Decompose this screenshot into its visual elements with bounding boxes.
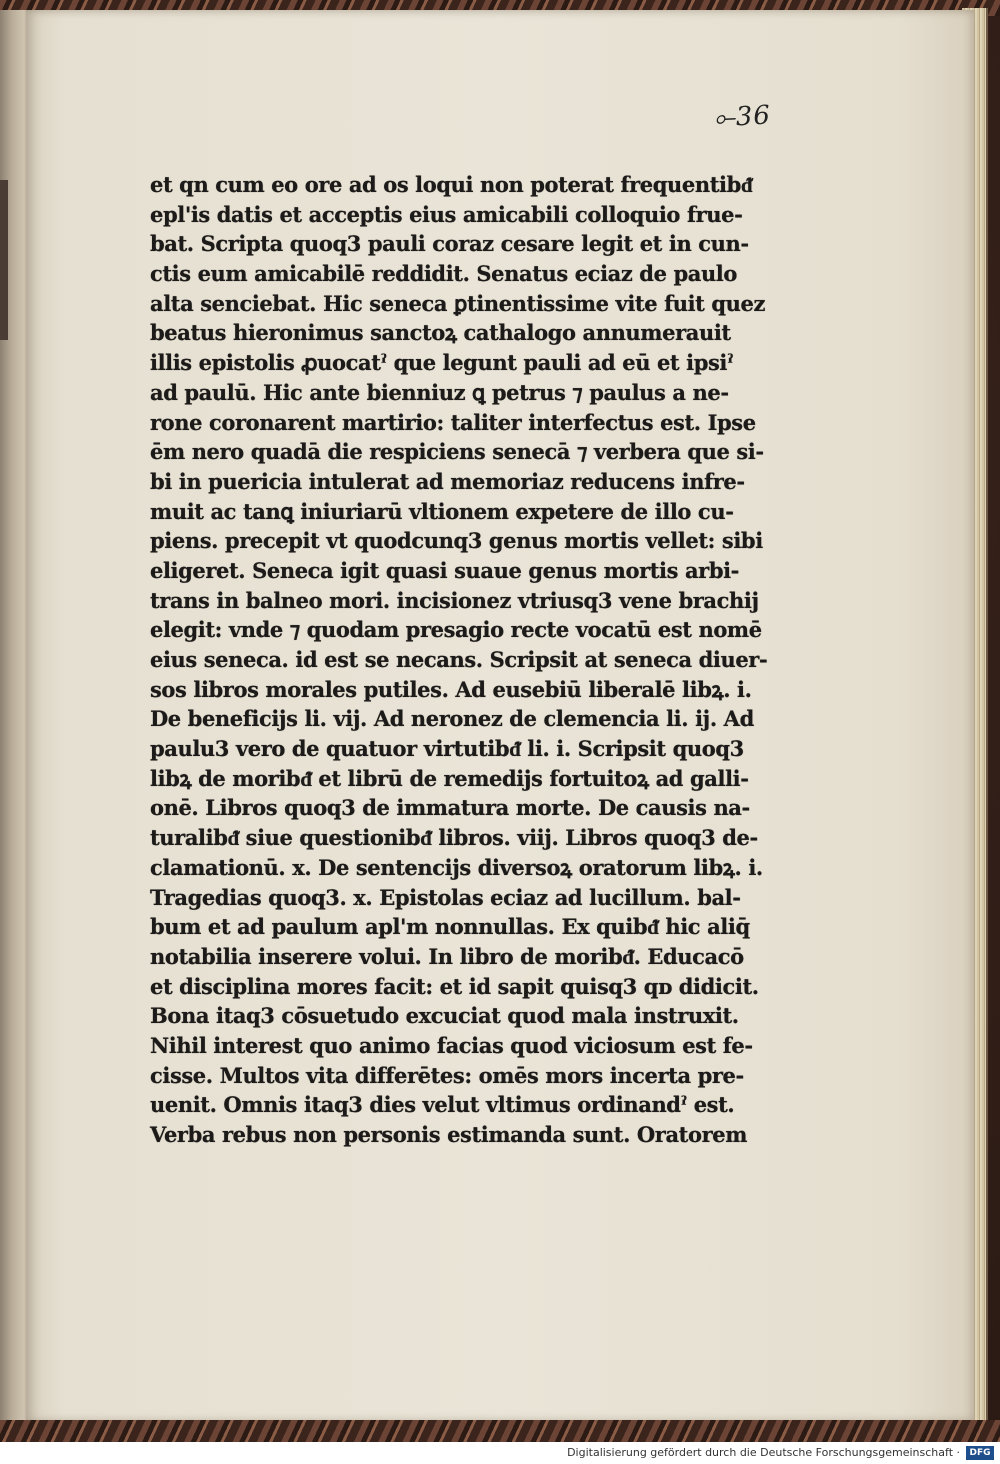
text-line: epl'is datis et acceptis eius amicabili colloquio frue- — [150, 201, 743, 227]
footer-bar — [0, 1442, 1000, 1464]
text-line: onē. Libros quoq3 de immatura morte. De causis na- — [150, 795, 750, 821]
text-line: sos libros morales putiles. Ad eusebiū liberalē libꝝ. i. — [150, 676, 752, 702]
book-board-bottom — [0, 1420, 1000, 1442]
text-line: alta senciebat. Hic seneca ꝑtinentissime vite fuit quez — [150, 290, 766, 316]
text-line: Tragedias quoq3. x. Epistolas eciaz ad lucillum. bal- — [150, 884, 741, 910]
text-line: beatus hieronimus sanctoꝝ cathalogo annumerauit — [150, 320, 731, 346]
text-line: Bona itaq3 cōsuetudo excuciat quod mala instruxit. — [150, 1003, 739, 1029]
text-line: bi in puericia intulerat ad memoriaz reducens infre- — [150, 468, 745, 494]
text-line: notabilia inserere volui. In libro de moribᵭ. Educacō — [150, 943, 744, 969]
text-line: et qn cum eo ore ad os loqui non poterat frequentibᵭ — [150, 172, 753, 197]
text-line: turalibᵭ siue questionibᵭ libros. viij. Libros quoq3 de- — [150, 825, 758, 851]
text-line: uenit. Omnis itaq3 dies velut vltimus ordinandˀ est. — [150, 1092, 735, 1118]
text-line: bat. Scripta quoq3 pauli coraz cesare legit et in cun- — [150, 231, 749, 257]
dfg-logo: DFG — [966, 1446, 994, 1460]
text-line: paulu3 vero de quatuor virtutibᵭ li. i. Scripsit quoq3 — [150, 736, 744, 762]
text-block — [150, 170, 768, 1150]
text-line: ad paulū. Hic ante bienniuz ꝗ petrus ⁊ paulus a ne- — [150, 379, 729, 405]
folio-mark-icon: ⟜ — [713, 102, 737, 134]
text-line: libꝝ de moribᵭ et librū de remedijs fortuitoꝝ ad galli- — [150, 765, 749, 791]
left-board-strip — [0, 180, 8, 340]
text-line: eligeret. Seneca igit quasi suaue genus mortis arbi- — [150, 557, 739, 583]
text-line: elegit: vnde ⁊ quodam presagio recte vocatū est nomē — [150, 617, 762, 643]
text-line: rone coronarent martirio: taliter interfectus est. Ipse — [150, 409, 756, 435]
text-line: cisse. Multos vita differētes: omēs mors incerta pre- — [150, 1062, 744, 1088]
text-line: eius seneca. id est se necans. Scripsit at seneca diuer- — [150, 647, 768, 672]
text-line: bum et ad paulum apl'm nonnullas. Ex quibᵭ hic aliq̄ — [150, 914, 750, 940]
text-line: clamationū. x. De sentencijs diversoꝝ oratorum libꝝ. i. — [150, 854, 763, 880]
text-line: trans in balneo mori. incisionez vtriusq3 vene brachij — [150, 587, 759, 613]
folio-number — [713, 101, 771, 135]
text-line: Nihil interest quo animo facias quod viciosum est fe- — [150, 1032, 753, 1058]
text-line: illis epistolis ꝓuocatˀ que legunt pauli ad eū et ipsiˀ — [150, 350, 734, 376]
text-line: De beneficijs li. vij. Ad neronez de clemencia li. ij. Ad — [150, 706, 754, 732]
text-line: muit ac tanꝗ iniuriarū vltionem expetere de illo cu- — [150, 498, 734, 524]
text-line: ctis eum amicabilē reddidit. Senatus eciaz de paulo — [150, 261, 737, 287]
text-line: ēm nero quadā die respiciens senecā ⁊ verbera que si- — [150, 439, 764, 465]
folio-value: 36 — [735, 100, 772, 133]
book-page — [26, 10, 974, 1422]
text-line: et disciplina mores facit: et id sapit quisq3 qᴅ didicit. — [150, 973, 759, 999]
text-line: piens. precepit vt quodcunq3 genus mortis vellet: sibi — [150, 528, 763, 554]
text-line: Verba rebus non personis estimanda sunt. Oratorem — [150, 1122, 748, 1147]
footer-credit: Digitalisierung gefördert durch die Deutsche Forschungsgemeinschaft · — [567, 1446, 960, 1459]
